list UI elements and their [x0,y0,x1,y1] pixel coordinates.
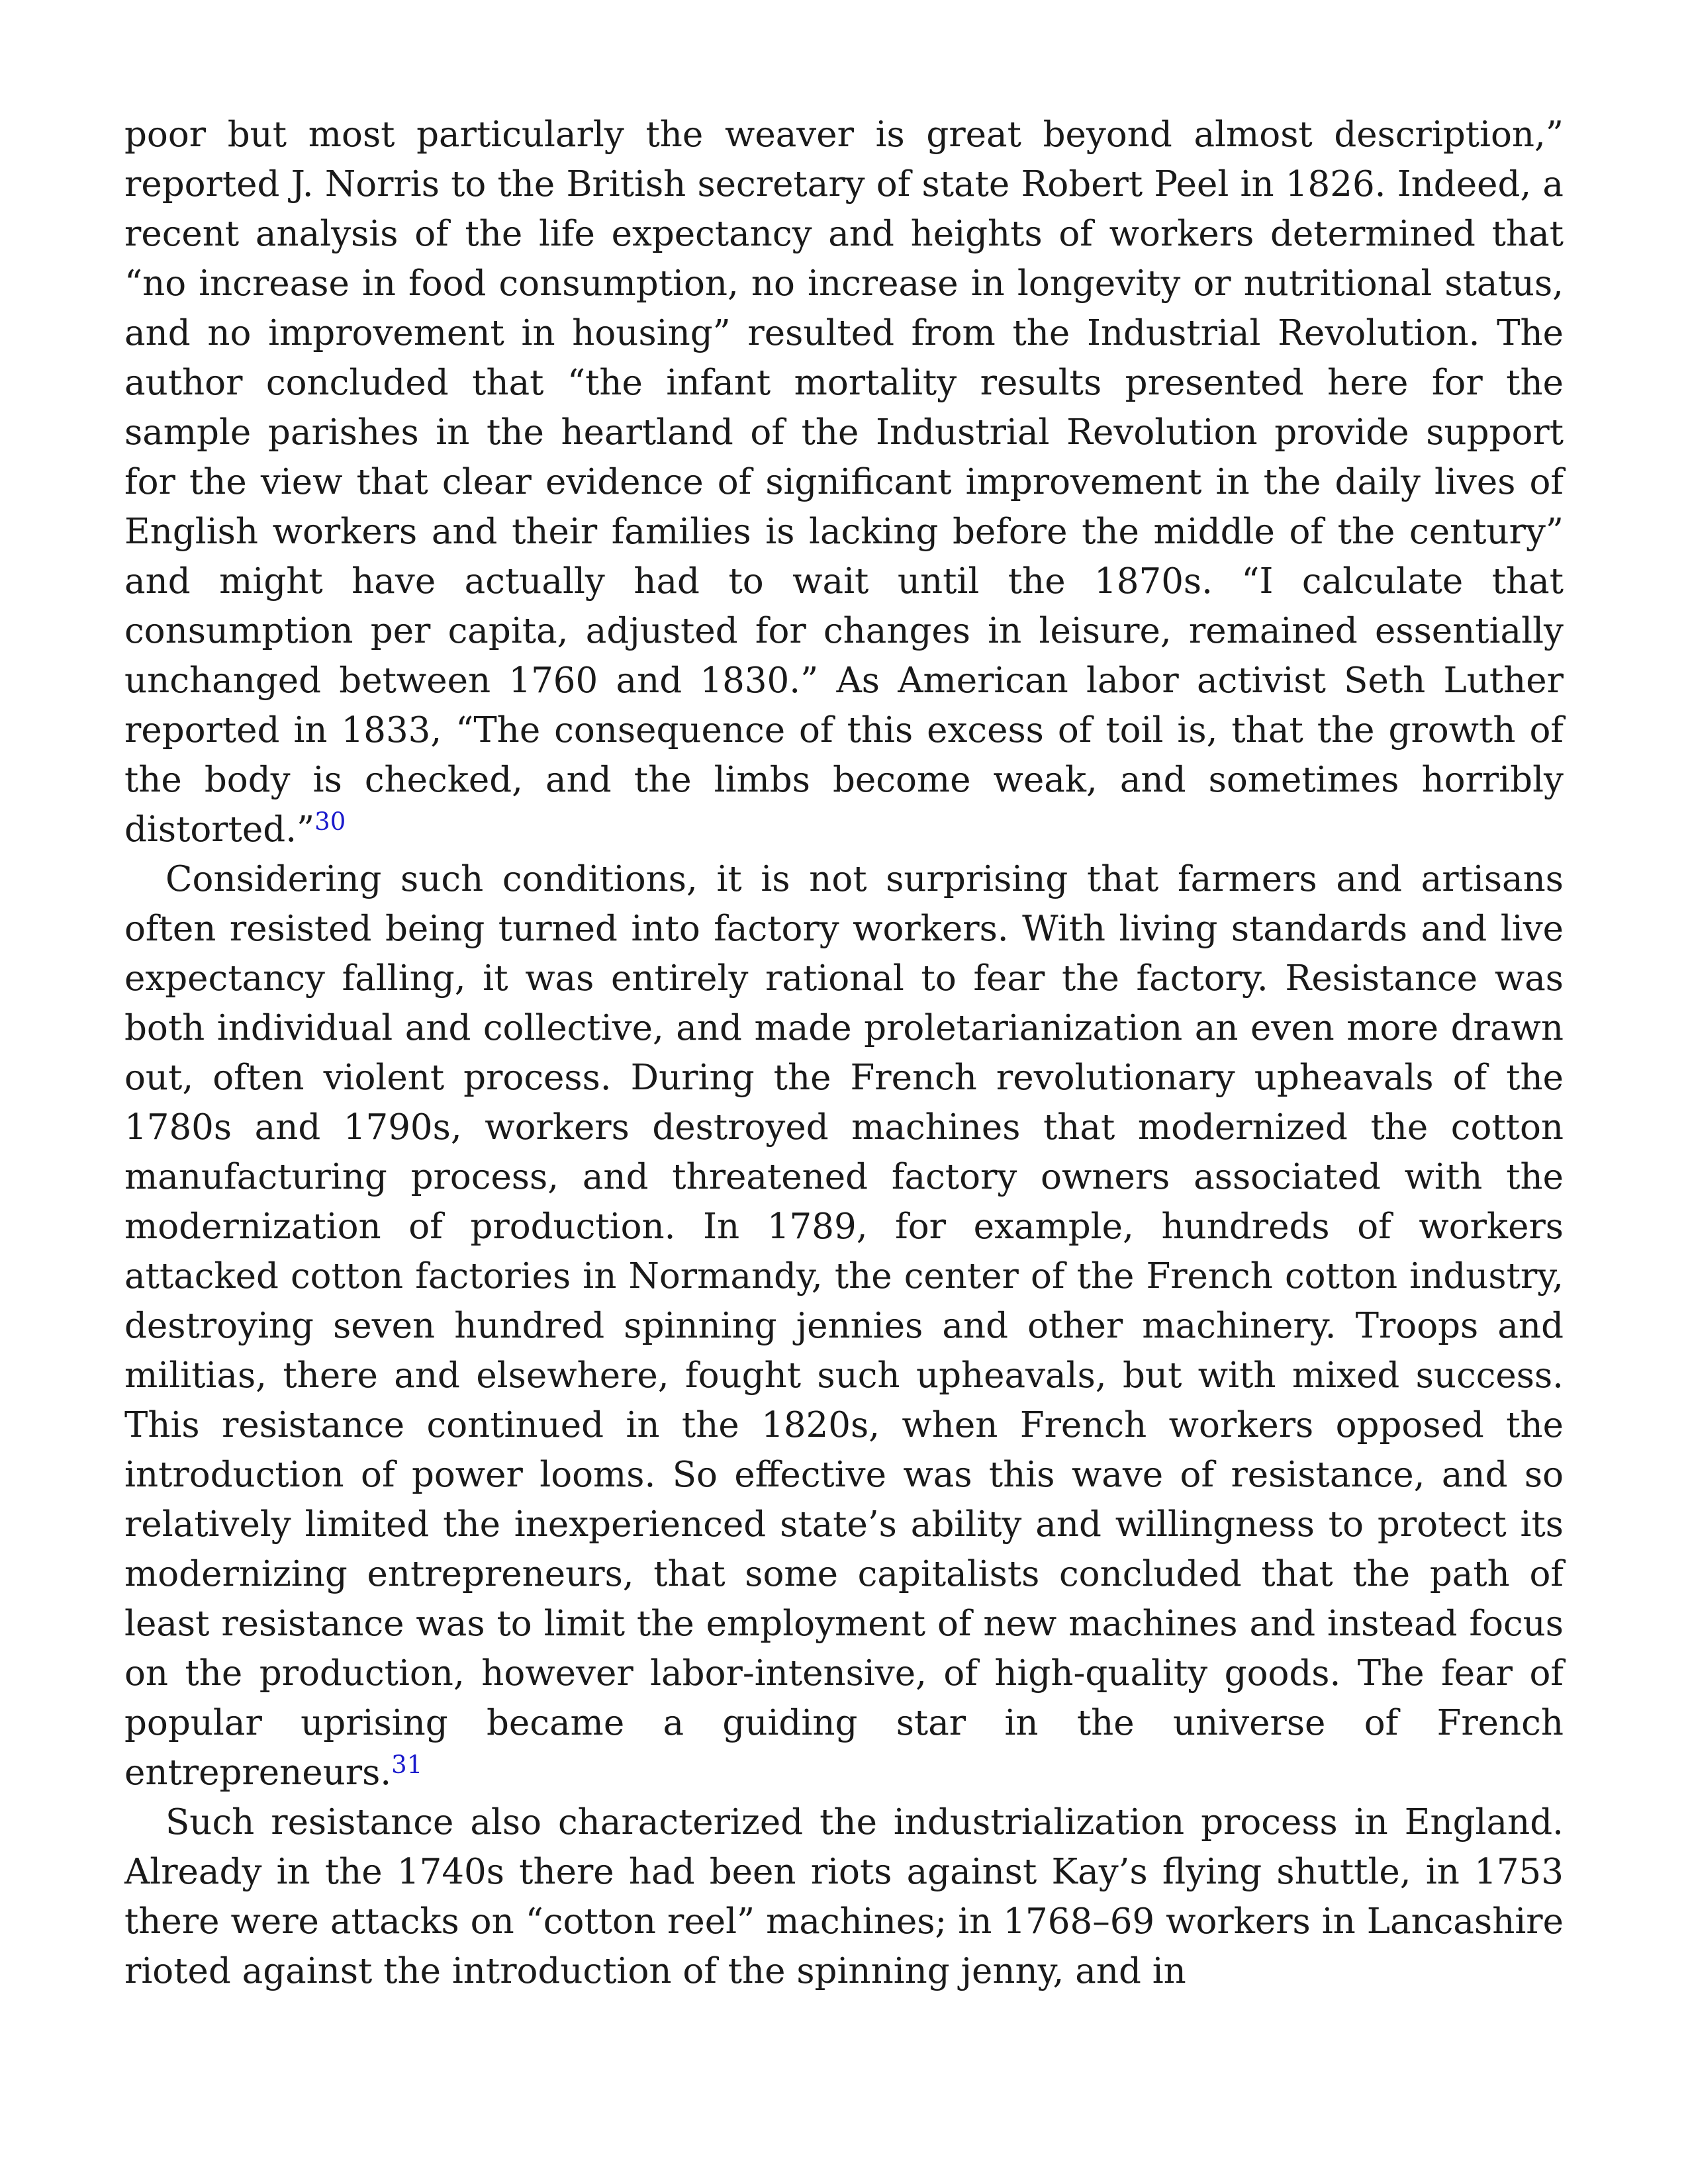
paragraph-text: Such resistance also characterized the industrialization process in England. Already in the 1740s there had been riots against Kay’s flying shuttle, in 1753 there were attacks on “cotton reel” machines; in 1768–69 workers in Lancashire rioted against the introduction of the spinning jenny, and in [124,1802,1564,1991]
paragraph-text: poor but most particularly the weaver is great beyond almost description,” reported J. Norris to the British secretary of state Robert Peel in 1826. Indeed, a recent analysis of the life expectancy and heights of workers determined that “no increase in food consumption, no increase in longevity or nutritional status, and no improvement in housing” resulted from the Industrial Revolution. The author concluded that “the infant mortality results presented here for the sample parishes in the heartland of the Industrial Revolution provide support for the view that clear evidence of significant improvement in the daily lives of English workers and their families is lacking before the middle of the century” and might have actually had to wait until the 1870s. “I calculate that consumption per capita, adjusted for changes in leisure, remained essentially unchanged between 1760 and 1830.” As American labor activist Seth Luther reported in 1833, “The consequence of this excess of toil is, that the growth of the body is checked, and the limbs become weak, and sometimes horribly distorted.” [124,114,1564,850]
paragraph-3 [124,1797,1564,1996]
paragraph-2 [124,854,1564,1797]
paragraph-text: Considering such conditions, it is not surprising that farmers and artisans often resisted being turned into factory workers. With living standards and live expectancy falling, it was entirely rational to fear the factory. Resistance was both individual and collective, and made proletarianization an even more drawn out, often violent process. During the French revolutionary upheavals of the 1780s and 1790s, workers destroyed machines that modernized the cotton manufacturing process, and threatened factory owners associated with the modernization of production. In 1789, for example, hundreds of workers attacked cotton factories in Normandy, the center of the French cotton industry, destroying seven hundred spinning jennies and other machinery. Troops and militias, there and elsewhere, fought such upheavals, but with mixed success. This resistance continued in the 1820s, when French workers opposed the introduction of power looms. So effective was this wave of resistance, and so relatively limited the inexperienced state’s ability and willingness to protect its modernizing entrepreneurs, that some capitalists concluded that the path of least resistance was to limit the employment of new machines and instead focus on the production, however labor-intensive, of high-quality goods. The fear of popular uprising became a guiding star in the universe of French entrepreneurs. [124,859,1564,1793]
page-body [124,110,1564,1996]
paragraph-1 [124,110,1564,854]
footnote-reference-31[interactable]: 31 [391,1751,423,1779]
footnote-reference-30[interactable]: 30 [314,807,346,836]
